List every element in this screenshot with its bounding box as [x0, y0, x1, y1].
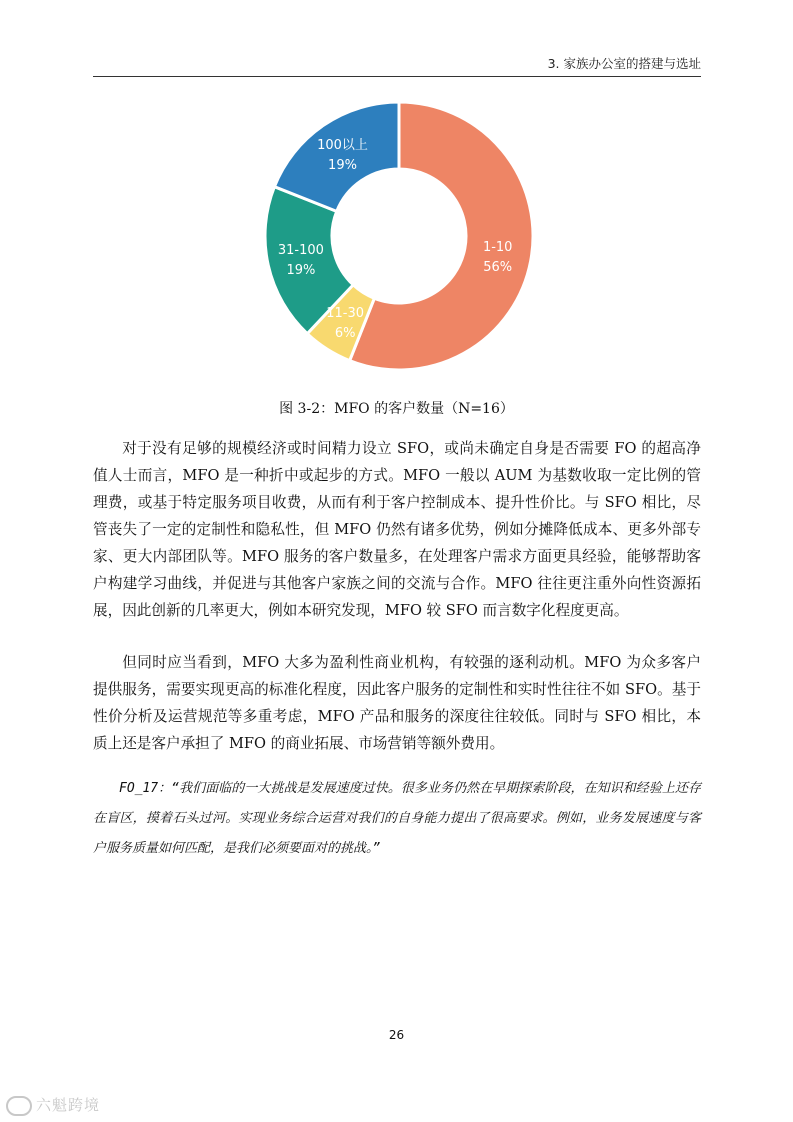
- donut-chart: [0, 0, 793, 390]
- chart-caption: 图 3-2：MFO 的客户数量（N=16）: [279, 401, 514, 417]
- slice-percent-1: 6%: [334, 325, 356, 341]
- chapter-header: 3. 家族办公室的搭建与选址: [547, 56, 701, 71]
- interview-quote: FO_17：“我们面临的一大挑战是发展速度过快。很多业务仍然在早期探索阶段，在知识和经验上还存在盲区，摸着石头过河。实现业务综合运营对我们的自身能力提出了很高要求。例如，业务发展速度与客户服务质量如何匹配，是我们必须要面对的挑战。”: [93, 781, 701, 856]
- watermark-text: 六魁跨境: [36, 1096, 101, 1114]
- slice-percent-3: 19%: [328, 157, 357, 173]
- slice-100以上: [274, 102, 399, 211]
- body-paragraph-2: 但同时应当看到，MFO 大多为盈利性商业机构，有较强的逐利动机。MFO 为众多客户提供服务，需要实现更高的标准化程度，因此客户服务的定制性和实时性往往不如 SFO。基于性价分析及运营规范等多重考虑，MFO 产品和服务的深度往往较低。同时与 SFO 相比，本质上还是客户承担了 MFO 的商业拓展、市场营销等额外费用。: [93, 654, 701, 752]
- body-paragraph-1: 对于没有足够的规模经济或时间精力设立 SFO，或尚未确定自身是否需要 FO 的超高净值人士而言，MFO 是一种折中或起步的方式。MFO 一般以 AUM 为基数收取一定比例的管理费，或基于特定服务项目收费，从而有利于客户控制成本、提升性价比。与 SFO 相比，尽管丧失了一定的定制性和隐私性，但 MFO 仍然有诸多优势，例如分摊降低成本、更多外部专家、更大内部团队等。MFO 服务的客户数量多，在处理客户需求方面更具经验，能够帮助客户构建学习曲线，并促进与其他客户家族之间的交流与合作。MFO 往往更注重外向性资源拓展，因此创新的几率更大，例如本研究发现，MFO 较 SFO 而言数字化程度更高。: [93, 440, 701, 619]
- watermark: [6, 1094, 100, 1116]
- slice-label-0: 1-10: [482, 239, 513, 255]
- slice-percent-0: 56%: [483, 259, 513, 275]
- watermark-logo-icon: [6, 1096, 32, 1116]
- slice-label-2: 31-100: [277, 242, 324, 258]
- slice-label-3: 100以上: [317, 137, 368, 153]
- chart-slices: [265, 102, 533, 370]
- page-number: 26: [388, 1028, 405, 1042]
- slice-percent-2: 19%: [286, 262, 316, 278]
- slice-label-1: 11-30: [326, 305, 365, 321]
